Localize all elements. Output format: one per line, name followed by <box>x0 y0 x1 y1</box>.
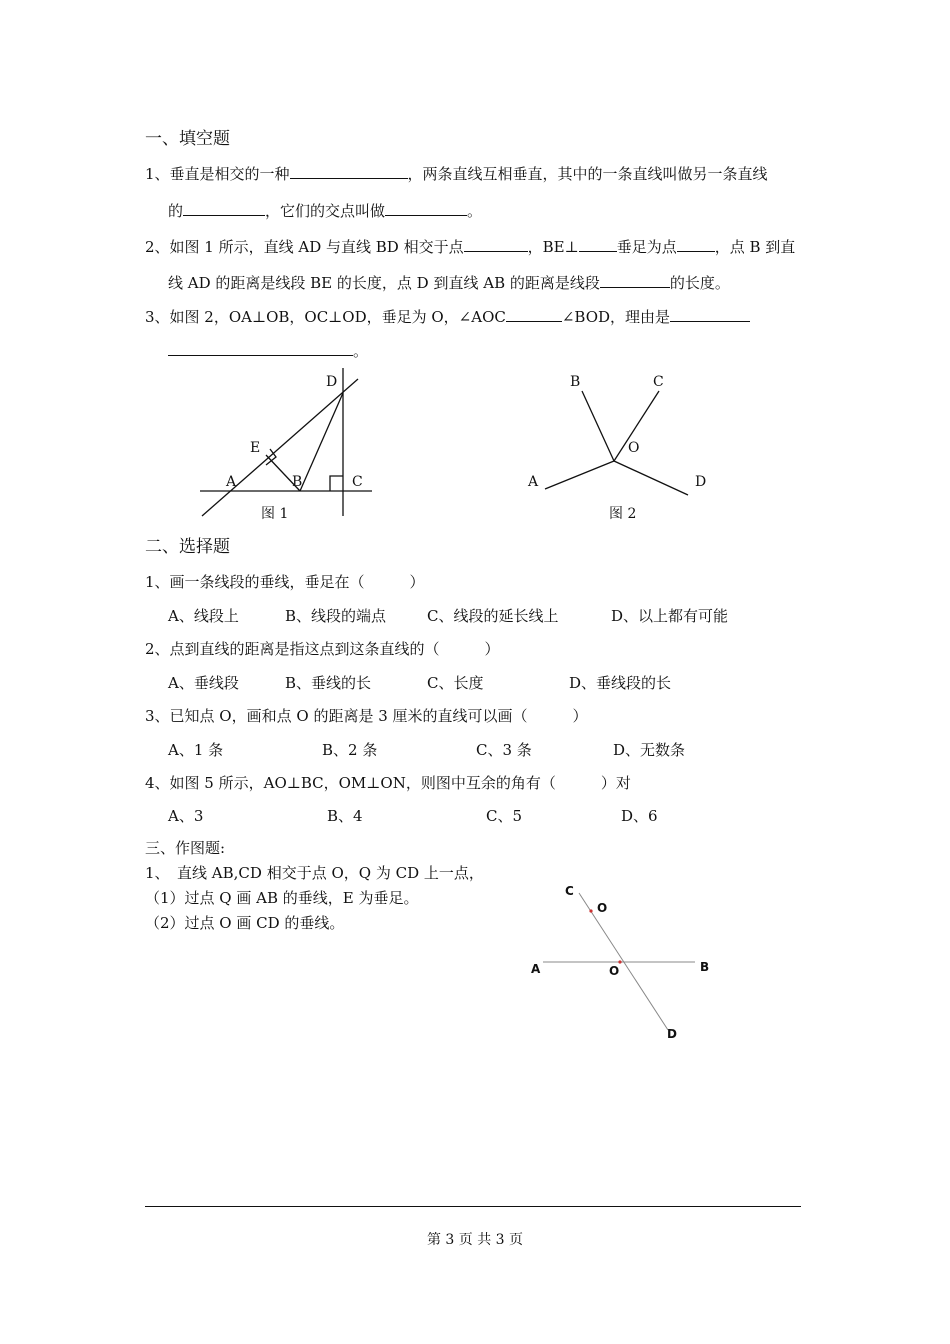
fig3-label-c: C <box>565 884 574 898</box>
fig3-label-q: O <box>597 901 608 915</box>
section2-q4-option-b: B、4 <box>327 807 363 825</box>
section2-q1-option-b: B、线段的端点 <box>285 607 387 625</box>
fig1-label-e: E <box>250 440 261 456</box>
fig3-label-a: A <box>531 962 541 976</box>
section2-q2-stem: 2、点到直线的距离是指这点到这条直线的（ ） <box>145 640 500 658</box>
section2-q4-stem: 4、如图 5 所示，AO⊥BC，OM⊥ON，则图中互余的角有（ ）对 <box>145 774 631 792</box>
section1-title: 一、填空题 <box>145 129 230 149</box>
section2-title: 二、选择题 <box>145 537 230 557</box>
fig2-label-b: B <box>570 374 581 390</box>
section3-q1: 1、 直线 AB,CD 相交于点 O，Q 为 CD 上一点， <box>145 864 484 882</box>
section2-q2-option-b: B、垂线的长 <box>285 674 372 692</box>
section2-q4-option-d: D、6 <box>621 807 658 825</box>
point-q <box>589 909 592 912</box>
section2-q4-option-c: C、5 <box>486 807 523 825</box>
fig2-caption: 图 2 <box>609 506 637 522</box>
section2-q3-option-b: B、2 条 <box>322 741 378 759</box>
section2-q1-option-c: C、线段的延长线上 <box>427 607 559 625</box>
fig3-label-o: O <box>609 964 620 978</box>
fig2-label-a: A <box>528 474 539 490</box>
section2-q2-option-d: D、垂线段的长 <box>569 674 672 692</box>
footer-divider <box>145 1206 801 1207</box>
section1-q2-line2: 线 AD 的距离是线段 BE 的长度，点 D 到直线 AB 的距离是线段 的长度。 <box>168 274 730 292</box>
section3-part2: （2）过点 O 画 CD 的垂线。 <box>145 914 345 932</box>
section2-q1-option-a: A、线段上 <box>168 607 239 625</box>
section2-q2-option-c: C、长度 <box>427 674 484 692</box>
fig1-label-c: C <box>352 474 363 490</box>
fig1-label-d: D <box>326 374 338 390</box>
section2-q3-option-c: C、3 条 <box>476 741 532 759</box>
section1-q1-line1: 1、垂直是相交的一种 ，两条直线互相垂直，其中的一条直线叫做另一条直线 <box>145 165 768 183</box>
section2-q3-option-d: D、无数条 <box>613 741 686 759</box>
section1-q2-line1: 2、如图 1 所示，直线 AD 与直线 BD 相交于点 ，BE⊥ 垂足为点 ，点 B 到直 <box>145 238 796 256</box>
fig2-label-o: O <box>628 440 640 456</box>
section1-q3-line1: 3、如图 2，OA⊥OB，OC⊥OD，垂足为 O，∠AOC ∠BOD，理由是 <box>145 306 750 327</box>
section2-q4-option-a: A、3 <box>168 807 204 825</box>
fig1-label-b: B <box>292 474 303 490</box>
fig1-label-a: A <box>226 474 237 490</box>
section1-q1-line2: 的 ，它们的交点叫做 。 <box>168 202 483 220</box>
section2-q1-option-d: D、以上都有可能 <box>611 607 729 625</box>
section3-title: 三、作图题: <box>145 839 226 857</box>
fig1-caption: 图 1 <box>261 506 289 522</box>
section2-q3-option-a: A、1 条 <box>168 741 224 759</box>
section2-q1-stem: 1、画一条线段的垂线，垂足在（ ） <box>145 573 425 591</box>
page-footer: 第 3 页 共 3 页 <box>426 1232 524 1248</box>
section2-q3-stem: 3、已知点 O，画和点 O 的距离是 3 厘米的直线可以画（ ） <box>145 707 588 725</box>
section3-part1: （1）过点 Q 画 AB 的垂线，E 为垂足。 <box>145 889 419 907</box>
section2-q2-option-a: A、垂线段 <box>168 674 239 692</box>
fig3-label-d: D <box>667 1027 677 1041</box>
section1-q3-line2: 。 <box>168 340 368 361</box>
fig3-label-b: B <box>700 960 710 974</box>
fig2-label-c: C <box>653 374 664 390</box>
fig2-label-d: D <box>695 474 707 490</box>
